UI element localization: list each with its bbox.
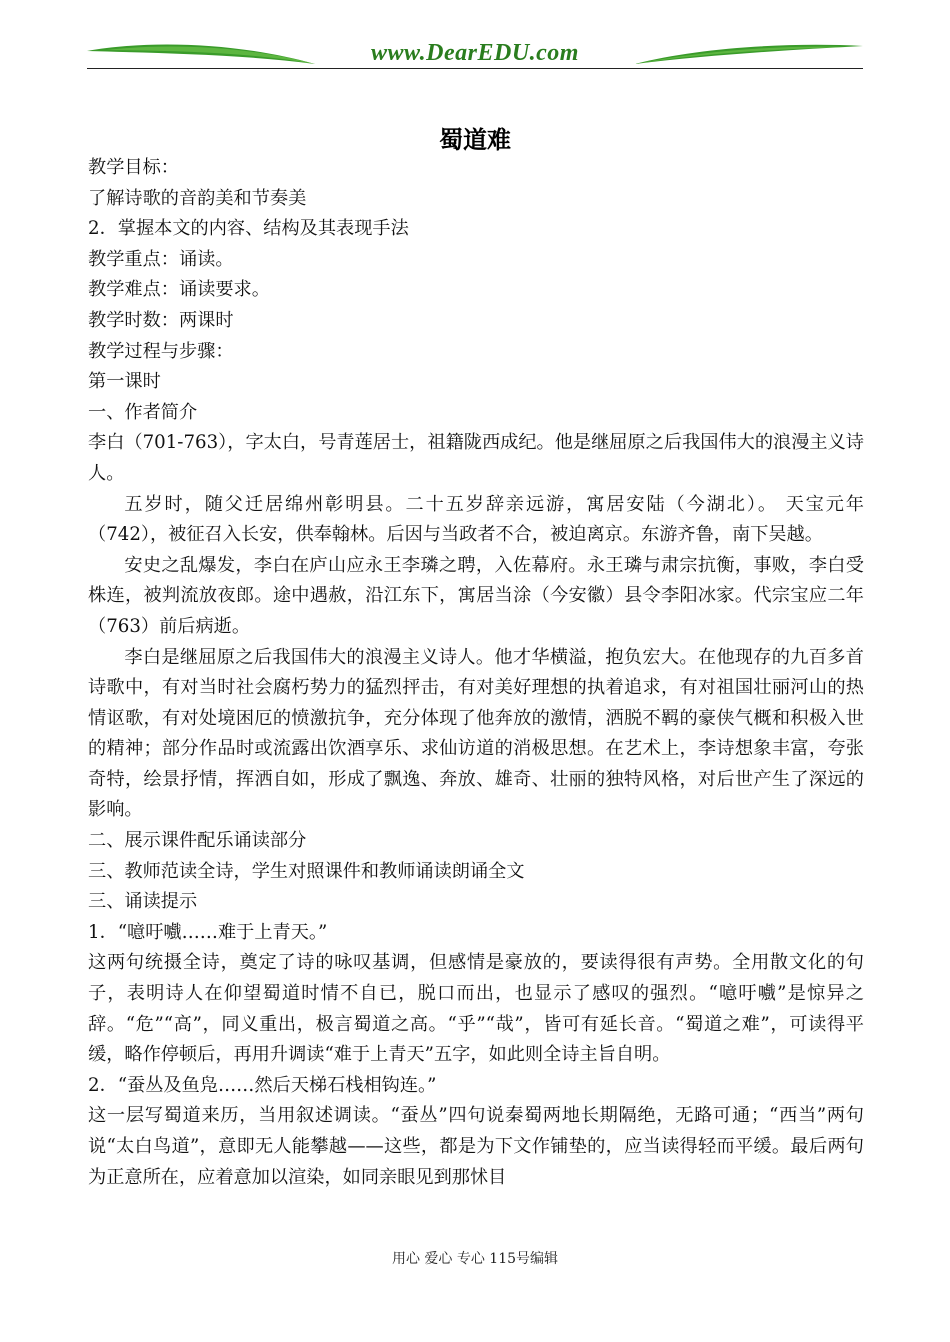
lesson-heading: 第一课时 (88, 371, 161, 393)
objective-2: 2．掌握本文的内容、结构及其表现手法 (88, 218, 409, 240)
page-header (87, 38, 863, 72)
paragraph-later-life: 安史之乱爆发，李白在庐山应永王李璘之聘，入佐幕府。永王璘与肃宗抗衡，事败，李白受株连，被判流放夜郎。途中遇赦，沿江东下，寓居当涂（今安徽）县令李阳冰家。代宗宝应二年（763）前后病逝。 (88, 554, 864, 637)
tip-2-body: 这一层写蜀道来历，当用叙述调读。“蚕丛”四句说秦蜀两地长期隔绝，无路可通；“西当”两句说“太白鸟道”，意即无人能攀越——这些，都是为下文作铺垫的，应当读得轻而平缓。最后两句为正意所在，应着意加以渲染，如同亲眼见到那怵目 (88, 1105, 864, 1188)
teaching-focus: 教学重点：诵读。 (88, 248, 234, 270)
teaching-hours: 教学时数：两课时 (88, 309, 234, 331)
document-title: 蜀道难 (439, 126, 511, 154)
section-heading-objectives: 教学目标： (88, 157, 179, 178)
section-heading-author: 一、作者简介 (88, 401, 198, 423)
tip-1-heading: 1．“噫吁嚱……难于上青天。” (88, 921, 328, 943)
objective-1: 了解诗歌的音韵美和节奏美 (88, 187, 307, 209)
section-heading-process: 教学过程与步骤： (88, 340, 234, 362)
section-heading-reading-tips: 三、诵读提示 (88, 891, 198, 913)
teaching-difficulty: 教学难点：诵读要求。 (88, 279, 270, 301)
tip-2-heading: 2．“蚕丛及鱼凫……然后天梯石栈相钩连。” (88, 1074, 437, 1096)
site-brand: www.DearEDU.com (371, 40, 579, 66)
paragraph-author-intro: 李白（701-763），字太白，号青莲居士，祖籍陇西成纪。他是继屈原之后我国伟大的浪漫主义诗人。 (88, 432, 864, 484)
section-heading-teacher-reading: 三、教师范读全诗，学生对照课件和教师诵读朗诵全文 (88, 860, 525, 882)
header-rule (87, 68, 863, 69)
paragraph-early-life: 五岁时，随父迁居绵州彰明县。二十五岁辞亲远游，寓居安陆（今湖北）。 天宝元年（742），被征召入长安，供奉翰林。后因与当政者不合，被迫离京。东游齐鲁，南下吴越。 (88, 493, 864, 546)
page-footer: 用心 爱心 专心 115号编辑 (391, 1251, 559, 1267)
section-heading-courseware: 二、展示课件配乐诵读部分 (88, 830, 307, 852)
tip-1-body: 这两句统摄全诗，奠定了诗的咏叹基调，但感情是豪放的，要读得很有声势。全用散文化的句子，表明诗人在仰望蜀道时情不自已，脱口而出，也显示了感叹的强烈。“噫吁嚱”是惊异之辞。“危”“高”，同义重出，极言蜀道之高。“乎”“哉”，皆可有延长音。“蜀道之难”，可读得平缓，略作停顿后，再用升调读“难于上青天”五字，如此则全诗主旨自明。 (88, 952, 864, 1066)
paragraph-evaluation: 李白是继屈原之后我国伟大的浪漫主义诗人。他才华横溢，抱负宏大。在他现存的九百多首诗歌中，有对当时社会腐朽势力的猛烈抨击，有对美好理想的执着追求，有对祖国壮丽河山的热情讴歌，有对处境困厄的愤激抗争，充分体现了他奔放的激情，洒脱不羁的豪侠气概和积极入世的精神；部分作品时或流露出饮酒享乐、求仙访道的消极思想。在艺术上，李诗想象丰富，夸张奇特，绘景抒情，挥洒自如，形成了飘逸、奔放、雄奇、壮丽的独特风格，对后世产生了深远的影响。 (88, 646, 864, 821)
document-body (88, 153, 864, 1193)
